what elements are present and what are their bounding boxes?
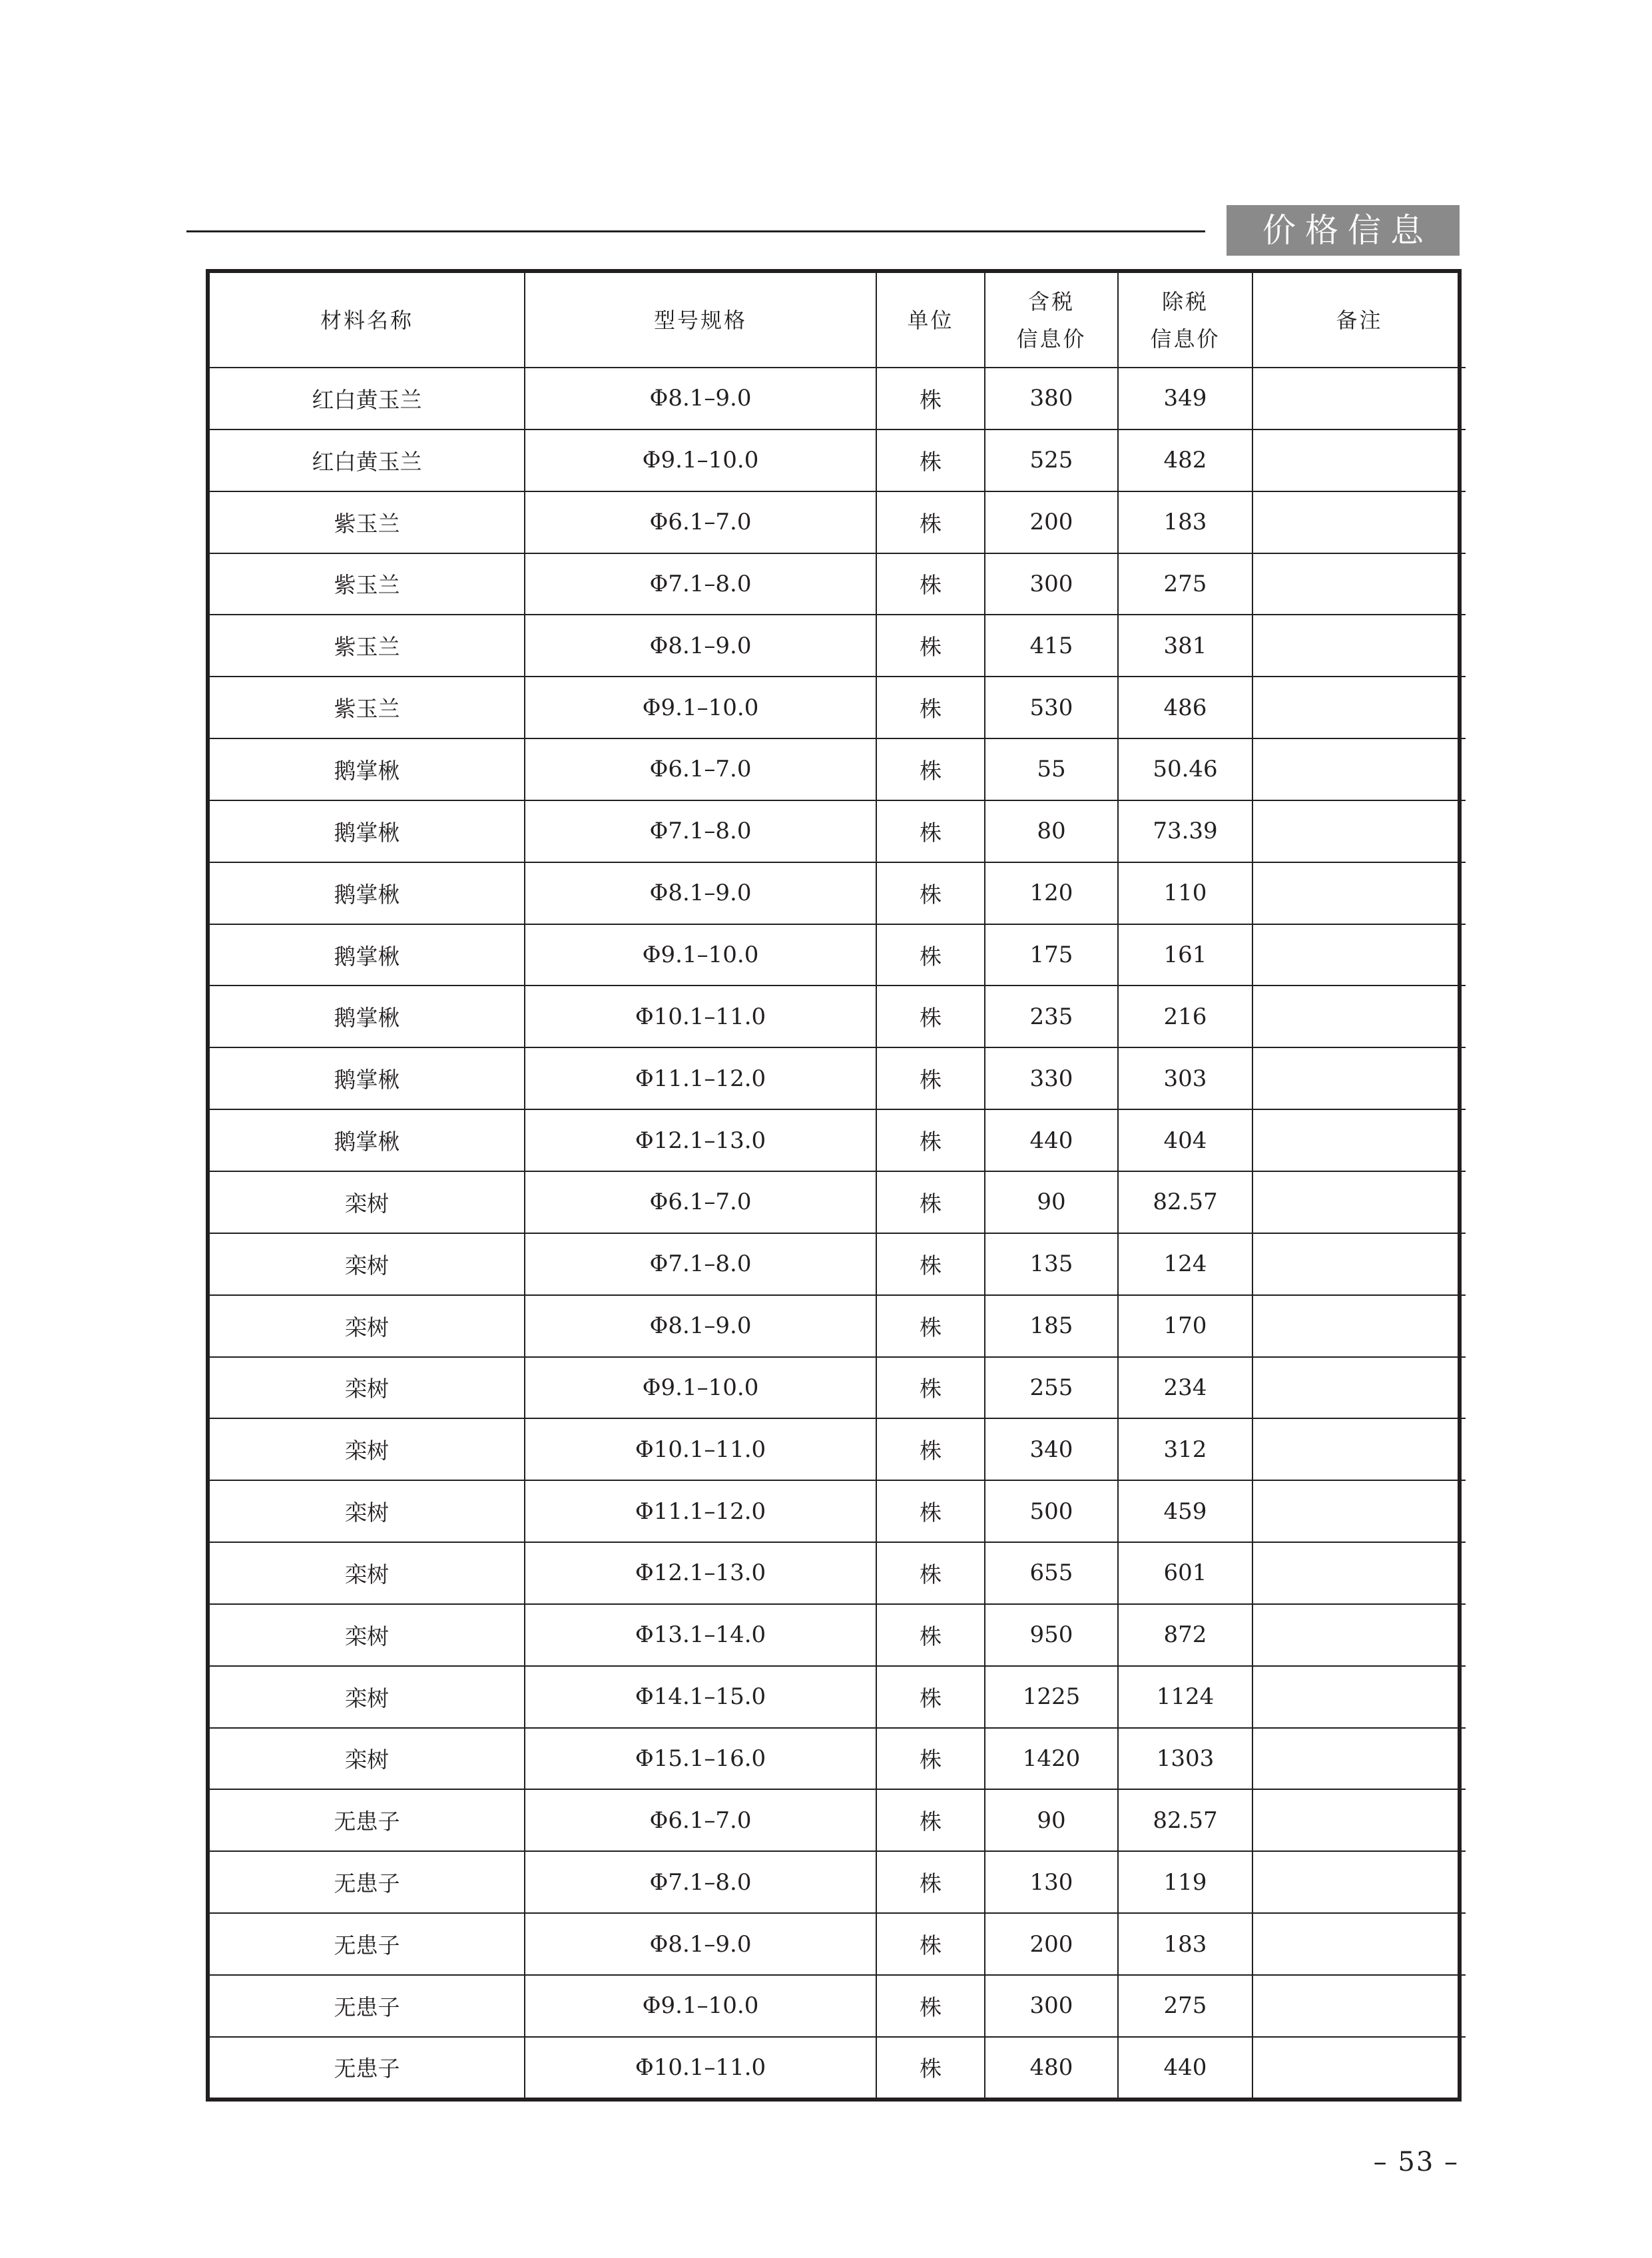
tax-included-price-cell: 480 bbox=[985, 2037, 1118, 2098]
unit-cell: 株 bbox=[876, 1789, 985, 1851]
spec-cell: Φ10.1–11.0 bbox=[525, 2037, 876, 2098]
tax-included-price-cell: 300 bbox=[985, 553, 1118, 615]
tax-excluded-price-cell: 440 bbox=[1118, 2037, 1252, 2098]
table-row bbox=[210, 1233, 1466, 1295]
table-row bbox=[210, 1913, 1466, 1975]
table-row bbox=[210, 2037, 1466, 2098]
material-name-cell: 鹅掌楸 bbox=[210, 738, 525, 800]
tax-included-price-cell: 525 bbox=[985, 429, 1118, 491]
tax-included-price-cell: 380 bbox=[985, 368, 1118, 429]
spec-cell: Φ12.1–13.0 bbox=[525, 1542, 876, 1604]
header-rule bbox=[186, 230, 1205, 232]
unit-cell: 株 bbox=[876, 800, 985, 862]
table-row bbox=[210, 1171, 1466, 1233]
material-name-cell: 栾树 bbox=[210, 1233, 525, 1295]
material-name-cell: 无患子 bbox=[210, 1975, 525, 2037]
spec-cell: Φ8.1–9.0 bbox=[525, 615, 876, 677]
material-name-cell: 鹅掌楸 bbox=[210, 1109, 525, 1171]
tax-excluded-price-cell: 349 bbox=[1118, 368, 1252, 429]
tax-excluded-price-cell: 183 bbox=[1118, 1913, 1252, 1975]
table-row bbox=[210, 1604, 1466, 1666]
material-name-cell: 鹅掌楸 bbox=[210, 986, 525, 1047]
table-row bbox=[210, 1975, 1466, 2037]
table-row bbox=[210, 553, 1466, 615]
tax-excluded-price-cell: 601 bbox=[1118, 1542, 1252, 1604]
remark-cell bbox=[1252, 1542, 1466, 1604]
tax-excluded-price-cell: 110 bbox=[1118, 862, 1252, 924]
unit-cell: 株 bbox=[876, 924, 985, 986]
material-name-cell: 栾树 bbox=[210, 1357, 525, 1419]
tax-included-price-cell: 135 bbox=[985, 1233, 1118, 1295]
tax-included-price-cell: 655 bbox=[985, 1542, 1118, 1604]
tax-included-price-cell: 1420 bbox=[985, 1728, 1118, 1790]
material-name-cell: 红白黄玉兰 bbox=[210, 368, 525, 429]
remark-cell bbox=[1252, 368, 1466, 429]
table-row bbox=[210, 1418, 1466, 1480]
material-name-cell: 栾树 bbox=[210, 1171, 525, 1233]
tax-included-price-cell: 330 bbox=[985, 1047, 1118, 1109]
spec-cell: Φ12.1–13.0 bbox=[525, 1109, 876, 1171]
remark-cell bbox=[1252, 1975, 1466, 2037]
material-name-cell: 栾树 bbox=[210, 1728, 525, 1790]
tax-excluded-price-cell: 50.46 bbox=[1118, 738, 1252, 800]
tax-excluded-price-cell: 303 bbox=[1118, 1047, 1252, 1109]
table-row bbox=[210, 800, 1466, 862]
remark-cell bbox=[1252, 1171, 1466, 1233]
unit-cell: 株 bbox=[876, 368, 985, 429]
remark-cell bbox=[1252, 1047, 1466, 1109]
unit-cell: 株 bbox=[876, 1851, 985, 1913]
unit-cell: 株 bbox=[876, 1047, 985, 1109]
tax-included-price-cell: 1225 bbox=[985, 1666, 1118, 1728]
material-name-cell: 鹅掌楸 bbox=[210, 1047, 525, 1109]
spec-cell: Φ8.1–9.0 bbox=[525, 1295, 876, 1357]
tax-included-price-cell: 950 bbox=[985, 1604, 1118, 1666]
unit-cell: 株 bbox=[876, 1542, 985, 1604]
spec-cell: Φ10.1–11.0 bbox=[525, 986, 876, 1047]
remark-cell bbox=[1252, 738, 1466, 800]
remark-cell bbox=[1252, 1233, 1466, 1295]
material-name-cell: 红白黄玉兰 bbox=[210, 429, 525, 491]
table-row bbox=[210, 429, 1466, 491]
table-row bbox=[210, 1728, 1466, 1790]
tax-excluded-price-cell: 872 bbox=[1118, 1604, 1252, 1666]
column-header-tax-excluded-line1: 除税 bbox=[1161, 288, 1209, 314]
unit-cell: 株 bbox=[876, 553, 985, 615]
remark-cell bbox=[1252, 1913, 1466, 1975]
material-name-cell: 无患子 bbox=[210, 1913, 525, 1975]
table-row bbox=[210, 1851, 1466, 1913]
remark-cell bbox=[1252, 1851, 1466, 1913]
material-name-cell: 鹅掌楸 bbox=[210, 800, 525, 862]
spec-cell: Φ13.1–14.0 bbox=[525, 1604, 876, 1666]
material-name-cell: 栾树 bbox=[210, 1666, 525, 1728]
tax-included-price-cell: 255 bbox=[985, 1357, 1118, 1419]
spec-cell: Φ7.1–8.0 bbox=[525, 553, 876, 615]
remark-cell bbox=[1252, 800, 1466, 862]
tax-included-price-cell: 235 bbox=[985, 986, 1118, 1047]
tax-excluded-price-cell: 275 bbox=[1118, 553, 1252, 615]
remark-cell bbox=[1252, 429, 1466, 491]
tax-excluded-price-cell: 482 bbox=[1118, 429, 1252, 491]
material-name-cell: 紫玉兰 bbox=[210, 553, 525, 615]
unit-cell: 株 bbox=[876, 1666, 985, 1728]
material-name-cell: 栾树 bbox=[210, 1418, 525, 1480]
remark-cell bbox=[1252, 553, 1466, 615]
table-row bbox=[210, 738, 1466, 800]
tax-excluded-price-cell: 170 bbox=[1118, 1295, 1252, 1357]
table-row bbox=[210, 986, 1466, 1047]
unit-cell: 株 bbox=[876, 1171, 985, 1233]
table-body bbox=[210, 368, 1466, 2098]
remark-cell bbox=[1252, 2037, 1466, 2098]
unit-cell: 株 bbox=[876, 862, 985, 924]
tax-excluded-price-cell: 459 bbox=[1118, 1480, 1252, 1542]
table-row bbox=[210, 1542, 1466, 1604]
column-header-tax-included bbox=[985, 273, 1118, 368]
remark-cell bbox=[1252, 491, 1466, 553]
column-header-tax-included-line1: 含税 bbox=[1027, 288, 1075, 314]
price-table bbox=[210, 273, 1466, 2098]
material-name-cell: 栾树 bbox=[210, 1542, 525, 1604]
remark-cell bbox=[1252, 986, 1466, 1047]
tax-included-price-cell: 90 bbox=[985, 1171, 1118, 1233]
spec-cell: Φ6.1–7.0 bbox=[525, 1789, 876, 1851]
unit-cell: 株 bbox=[876, 1604, 985, 1666]
tax-included-price-cell: 415 bbox=[985, 615, 1118, 677]
spec-cell: Φ10.1–11.0 bbox=[525, 1418, 876, 1480]
material-name-cell: 无患子 bbox=[210, 1851, 525, 1913]
column-header-tax-included-line2: 信息价 bbox=[1016, 326, 1087, 352]
remark-cell bbox=[1252, 1109, 1466, 1171]
remark-cell bbox=[1252, 1789, 1466, 1851]
tax-included-price-cell: 200 bbox=[985, 491, 1118, 553]
column-header-tax-excluded-line2: 信息价 bbox=[1150, 326, 1221, 352]
material-name-cell: 栾树 bbox=[210, 1604, 525, 1666]
unit-cell: 株 bbox=[876, 429, 985, 491]
table-row bbox=[210, 1666, 1466, 1728]
table-row bbox=[210, 1480, 1466, 1542]
spec-cell: Φ7.1–8.0 bbox=[525, 1233, 876, 1295]
tax-excluded-price-cell: 486 bbox=[1118, 677, 1252, 738]
table-row bbox=[210, 677, 1466, 738]
spec-cell: Φ9.1–10.0 bbox=[525, 924, 876, 986]
table-row bbox=[210, 1047, 1466, 1109]
spec-cell: Φ15.1–16.0 bbox=[525, 1728, 876, 1790]
spec-cell: Φ11.1–12.0 bbox=[525, 1047, 876, 1109]
spec-cell: Φ8.1–9.0 bbox=[525, 862, 876, 924]
tax-excluded-price-cell: 275 bbox=[1118, 1975, 1252, 2037]
column-header-spec: 型号规格 bbox=[525, 273, 876, 368]
tax-excluded-price-cell: 312 bbox=[1118, 1418, 1252, 1480]
remark-cell bbox=[1252, 677, 1466, 738]
tax-excluded-price-cell: 161 bbox=[1118, 924, 1252, 986]
unit-cell: 株 bbox=[876, 491, 985, 553]
remark-cell bbox=[1252, 1295, 1466, 1357]
table-row bbox=[210, 862, 1466, 924]
price-table-frame bbox=[206, 269, 1462, 2102]
material-name-cell: 栾树 bbox=[210, 1295, 525, 1357]
tax-excluded-price-cell: 183 bbox=[1118, 491, 1252, 553]
remark-cell bbox=[1252, 1418, 1466, 1480]
column-header-name: 材料名称 bbox=[210, 273, 525, 368]
spec-cell: Φ11.1–12.0 bbox=[525, 1480, 876, 1542]
table-row bbox=[210, 368, 1466, 429]
tax-included-price-cell: 120 bbox=[985, 862, 1118, 924]
spec-cell: Φ6.1–7.0 bbox=[525, 491, 876, 553]
table-row bbox=[210, 615, 1466, 677]
spec-cell: Φ9.1–10.0 bbox=[525, 1975, 876, 2037]
tax-included-price-cell: 340 bbox=[985, 1418, 1118, 1480]
tax-excluded-price-cell: 82.57 bbox=[1118, 1789, 1252, 1851]
tax-included-price-cell: 90 bbox=[985, 1789, 1118, 1851]
spec-cell: Φ6.1–7.0 bbox=[525, 1171, 876, 1233]
column-header-tax-excluded bbox=[1118, 273, 1252, 368]
unit-cell: 株 bbox=[876, 615, 985, 677]
tax-excluded-price-cell: 119 bbox=[1118, 1851, 1252, 1913]
tax-included-price-cell: 500 bbox=[985, 1480, 1118, 1542]
tax-included-price-cell: 80 bbox=[985, 800, 1118, 862]
tax-included-price-cell: 175 bbox=[985, 924, 1118, 986]
tax-included-price-cell: 55 bbox=[985, 738, 1118, 800]
material-name-cell: 无患子 bbox=[210, 2037, 525, 2098]
remark-cell bbox=[1252, 1666, 1466, 1728]
unit-cell: 株 bbox=[876, 1480, 985, 1542]
tax-included-price-cell: 130 bbox=[985, 1851, 1118, 1913]
spec-cell: Φ9.1–10.0 bbox=[525, 1357, 876, 1419]
unit-cell: 株 bbox=[876, 738, 985, 800]
spec-cell: Φ8.1–9.0 bbox=[525, 368, 876, 429]
tax-excluded-price-cell: 234 bbox=[1118, 1357, 1252, 1419]
tax-included-price-cell: 530 bbox=[985, 677, 1118, 738]
tax-excluded-price-cell: 82.57 bbox=[1118, 1171, 1252, 1233]
spec-cell: Φ6.1–7.0 bbox=[525, 738, 876, 800]
spec-cell: Φ14.1–15.0 bbox=[525, 1666, 876, 1728]
tax-excluded-price-cell: 73.39 bbox=[1118, 800, 1252, 862]
column-header-remark: 备注 bbox=[1252, 273, 1466, 368]
spec-cell: Φ9.1–10.0 bbox=[525, 677, 876, 738]
unit-cell: 株 bbox=[876, 1295, 985, 1357]
page-number: – 53 – bbox=[1373, 2147, 1459, 2177]
tax-excluded-price-cell: 216 bbox=[1118, 986, 1252, 1047]
remark-cell bbox=[1252, 924, 1466, 986]
unit-cell: 株 bbox=[876, 1913, 985, 1975]
remark-cell bbox=[1252, 1357, 1466, 1419]
tax-included-price-cell: 185 bbox=[985, 1295, 1118, 1357]
remark-cell bbox=[1252, 1728, 1466, 1790]
material-name-cell: 栾树 bbox=[210, 1480, 525, 1542]
unit-cell: 株 bbox=[876, 1357, 985, 1419]
material-name-cell: 紫玉兰 bbox=[210, 491, 525, 553]
unit-cell: 株 bbox=[876, 2037, 985, 2098]
spec-cell: Φ8.1–9.0 bbox=[525, 1913, 876, 1975]
tax-excluded-price-cell: 1124 bbox=[1118, 1666, 1252, 1728]
tax-excluded-price-cell: 381 bbox=[1118, 615, 1252, 677]
tax-excluded-price-cell: 124 bbox=[1118, 1233, 1252, 1295]
tax-excluded-price-cell: 1303 bbox=[1118, 1728, 1252, 1790]
material-name-cell: 鹅掌楸 bbox=[210, 862, 525, 924]
table-row bbox=[210, 1357, 1466, 1419]
unit-cell: 株 bbox=[876, 1109, 985, 1171]
unit-cell: 株 bbox=[876, 677, 985, 738]
remark-cell bbox=[1252, 615, 1466, 677]
table-header-row bbox=[210, 273, 1466, 368]
table-row bbox=[210, 1109, 1466, 1171]
table-row bbox=[210, 924, 1466, 986]
tax-included-price-cell: 300 bbox=[985, 1975, 1118, 2037]
table-row bbox=[210, 1295, 1466, 1357]
spec-cell: Φ9.1–10.0 bbox=[525, 429, 876, 491]
section-title-badge: 价格信息 bbox=[1227, 205, 1460, 256]
unit-cell: 株 bbox=[876, 1728, 985, 1790]
material-name-cell: 紫玉兰 bbox=[210, 615, 525, 677]
material-name-cell: 鹅掌楸 bbox=[210, 924, 525, 986]
material-name-cell: 无患子 bbox=[210, 1789, 525, 1851]
tax-excluded-price-cell: 404 bbox=[1118, 1109, 1252, 1171]
tax-included-price-cell: 200 bbox=[985, 1913, 1118, 1975]
column-header-unit: 单位 bbox=[876, 273, 985, 368]
tax-included-price-cell: 440 bbox=[985, 1109, 1118, 1171]
remark-cell bbox=[1252, 1480, 1466, 1542]
spec-cell: Φ7.1–8.0 bbox=[525, 1851, 876, 1913]
unit-cell: 株 bbox=[876, 1418, 985, 1480]
remark-cell bbox=[1252, 1604, 1466, 1666]
table-row bbox=[210, 491, 1466, 553]
material-name-cell: 紫玉兰 bbox=[210, 677, 525, 738]
spec-cell: Φ7.1–8.0 bbox=[525, 800, 876, 862]
unit-cell: 株 bbox=[876, 1233, 985, 1295]
unit-cell: 株 bbox=[876, 1975, 985, 2037]
remark-cell bbox=[1252, 862, 1466, 924]
table-row bbox=[210, 1789, 1466, 1851]
unit-cell: 株 bbox=[876, 986, 985, 1047]
